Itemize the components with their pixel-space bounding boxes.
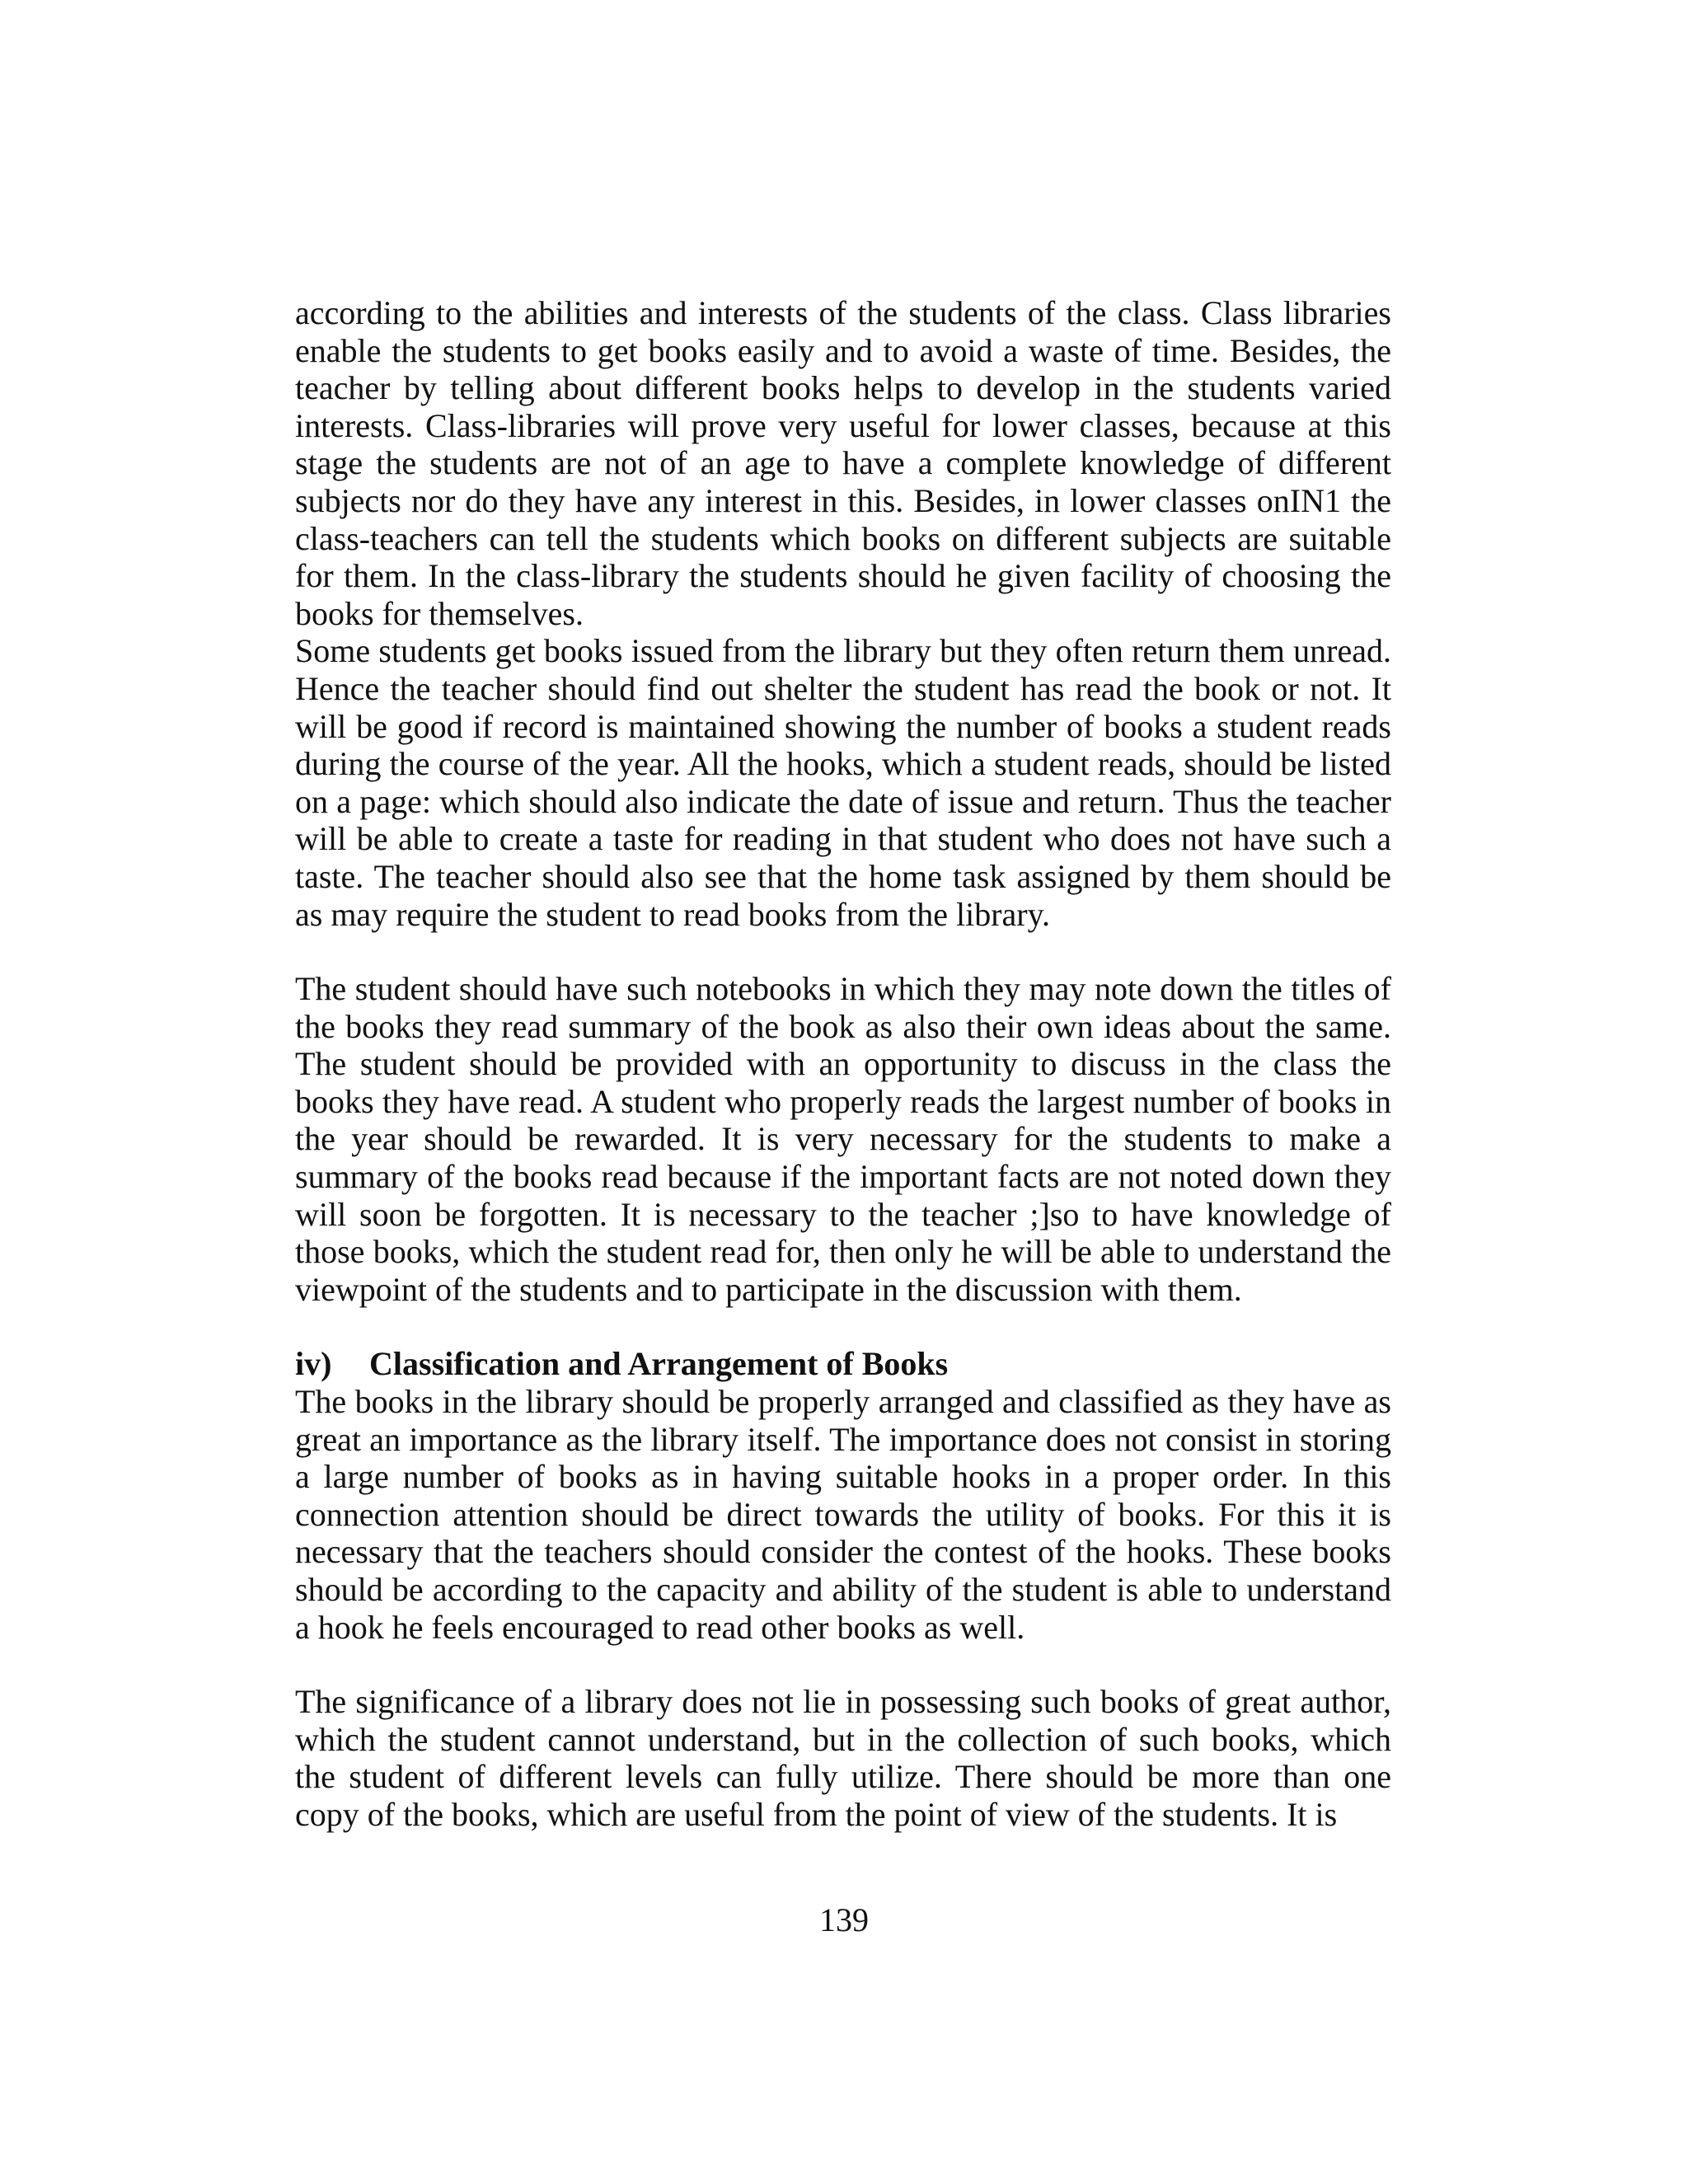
- paragraph-reading-record: Some students get books issued from the library but they often return them unread. Hence the teacher should find out shelter the student has read the book or not. It will be good if record is maintained showing the number of books a student reads during the course of the year. All the hooks, which a student reads, should be listed on a page: which should also indicate the date of issue and return. Thus the teacher will be able to create a taste for reading in that student who does not have such a taste. The teacher should also see that the home task assigned by them should be as may require the student to read books from the library.: [295, 632, 1391, 933]
- section-number: iv): [295, 1345, 332, 1383]
- section-title: Classification and Arrangement of Books: [369, 1345, 949, 1383]
- page-body: [295, 294, 1391, 1834]
- paragraph-spacer: [295, 933, 1391, 970]
- paragraph-class-libraries: according to the abilities and interests of the students of the class. Class libraries enable the students to get books easily and to avoid a waste of time. Besides, the teacher by telling about different books helps to develop in the students varied interests. Class-libraries will prove very useful for lower classes, because at this stage the students are not of an age to have a complete knowledge of different subjects nor do they have any interest in this. Besides, in lower classes onIN1 the class-teachers can tell the students which books on different subjects are suitable for them. In the class-library the students should he given facility of choosing the books for themselves.: [295, 294, 1391, 632]
- paragraph-significance: The significance of a library does not lie in possessing such books of great author, which the student cannot understand, but in the collection of such books, which the student of different levels can fully utilize. There should be more than one copy of the books, which are useful from the point of view of the students. It is: [295, 1683, 1391, 1833]
- paragraph-arrangement: The books in the library should be properly arranged and classified as they have as great an importance as the library itself. The importance does not consist in storing a large number of books as in having suitable hooks in a proper order. In this connection attention should be direct towards the utility of books. For this it is necessary that the teachers should consider the contest of the hooks. These books should be according to the capacity and ability of the student is able to understand a hook he feels encouraged to read other books as well.: [295, 1383, 1391, 1646]
- paragraph-notebooks: The student should have such notebooks in which they may note down the titles of the books they read summary of the book as also their own ideas about the same. The student should be provided with an opportunity to discuss in the class the books they have read. A student who properly reads the largest number of books in the year should be rewarded. It is very necessary for the students to make a summary of the books read because if the important facts are not noted down they will soon be forgotten. It is necessary to the teacher ;]so to have knowledge of those books, which the student read for, then only he will be able to understand the viewpoint of the students and to participate in the discussion with them.: [295, 970, 1391, 1308]
- page-number: 139: [819, 1901, 869, 1938]
- section-heading: [295, 1345, 1391, 1383]
- paragraph-spacer: [295, 1646, 1391, 1683]
- paragraph-spacer: [295, 1308, 1391, 1345]
